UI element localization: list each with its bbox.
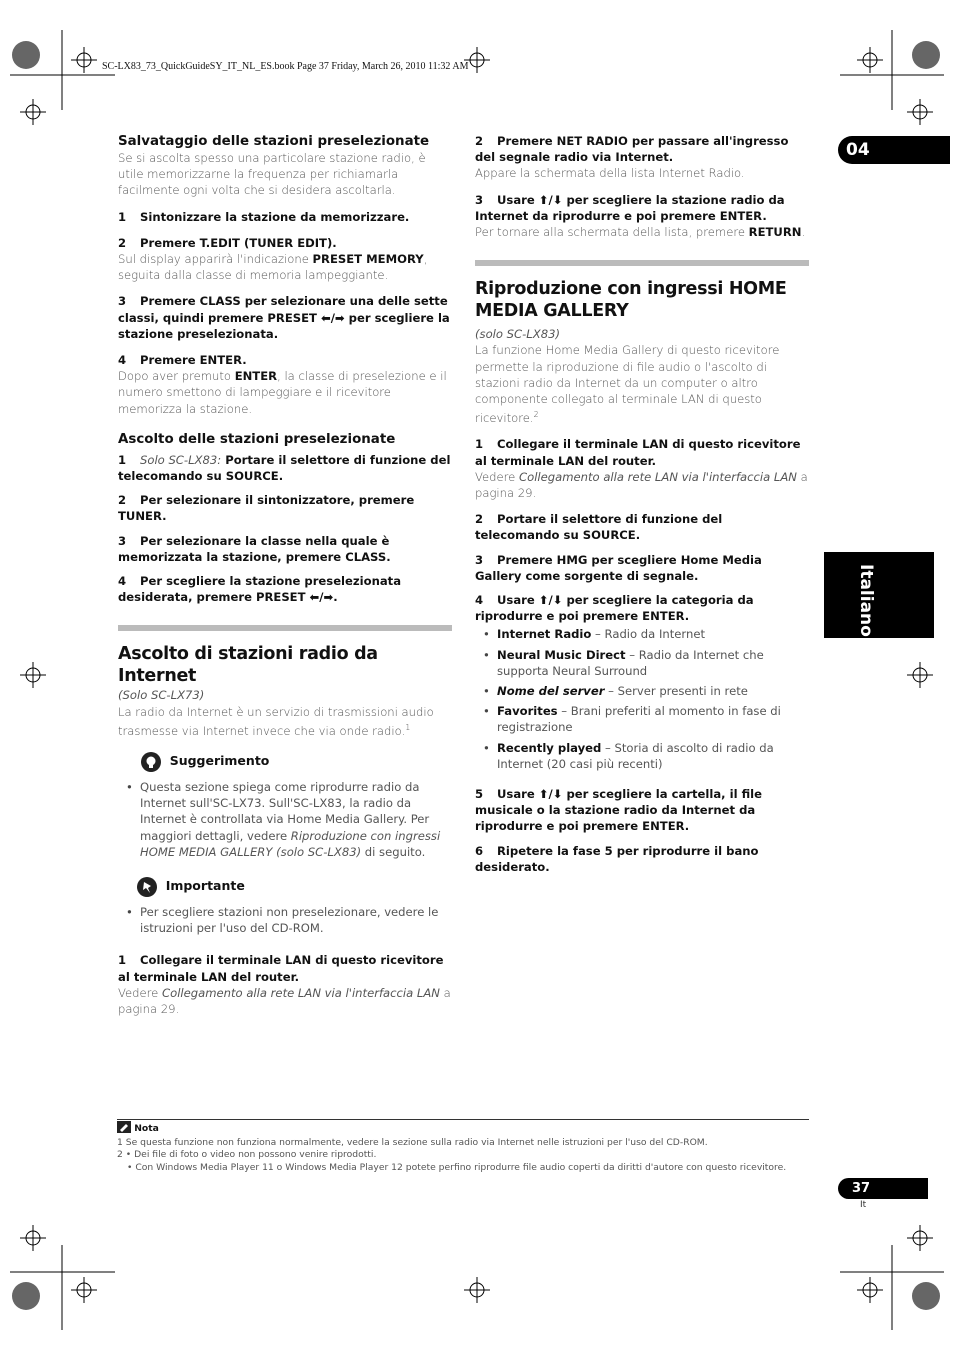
note-1: 1 Se questa funzione non funziona normalmente, vedere la sezione sulla radio via Internet nelle istruzioni per l'uso del CD-ROM. xyxy=(117,1137,708,1149)
hmg-intro: La funzione Home Media Gallery di questo ricevitore permette la riproduzione di file audio o l'ascolto di stazioni radio da Internet da un computer o altro componente collegato al terminale LAN di questo ricevitore.$^2$ xyxy=(475,343,780,426)
note-2b: • Con Windows Media Player 11 o Windows Media Player 12 potete perfino riprodurre file audio coperti da diritti d'autore con questo ricevitore. xyxy=(127,1161,787,1173)
notes-title: Nota xyxy=(134,1123,159,1134)
category-item: • Nome del server – Server presenti in rete xyxy=(483,683,748,698)
page-number: 37 xyxy=(838,1178,928,1199)
hmg-subtitle: (solo SC-LX83) xyxy=(475,327,560,342)
save-step-1: 1 Sintonizzare la stazione da memorizzare. xyxy=(118,209,410,224)
category-item: • Internet Radio – Radio da Internet xyxy=(483,627,705,642)
internet-radio-intro: La radio da Internet è un servizio di trasmissioni audio trasmesse via Internet invece che via onde radio.$^1$ xyxy=(118,704,434,738)
important-item: • Per scegliere stazioni non preselezionare, vedere le istruzioni per l'uso del CD-ROM. xyxy=(126,904,439,936)
notes xyxy=(117,1120,786,1174)
listen-step-3: 3 Per selezionare la classe nella quale è memorizzata la stazione, premere CLASS. xyxy=(118,533,391,564)
hmg-step-1-body: Vedere Collegamento alla rete LAN via l'interfaccia LAN a pagina 29. xyxy=(475,469,808,500)
netradio-step-3: 3 Usare ⬆/⬇ per scegliere la stazione radio da Internet da riprodurre e poi premere ENTER. xyxy=(475,192,785,223)
internet-step-1-body: Vedere Collegamento alla rete LAN via l'interfaccia LAN a pagina 29. xyxy=(118,985,451,1016)
language-tab xyxy=(824,552,934,638)
category-item: • Recently played – Storia di ascolto di radio da Internet (20 casi più recenti) xyxy=(483,740,774,771)
hmg-step-2: 2 Portare il selettore di funzione del telecomando su SOURCE. xyxy=(475,512,723,543)
save-step-3: 3 Premere CLASS per selezionare una delle sette classi, quindi premere PRESET ⬅/➡ per scegliere la stazione preselezionata. xyxy=(118,294,450,341)
netradio-step-2: 2 Premere NET RADIO per passare all'ingresso del segnale radio via Internet. xyxy=(475,134,789,165)
hmg-step-5: 5 Usare ⬆/⬇ per scegliere la cartella, il file musicale o la stazione radio da Internet da riprodurre e poi premere ENTER. xyxy=(475,786,763,834)
save-step-4-body: Dopo aver premuto ENTER, la classe di preselezione e il numero smettono di lampeggiare e il ricevitore memorizza la stazione. xyxy=(118,369,447,416)
tip-heading: Suggerimento xyxy=(140,751,452,773)
netradio-step-3-body: Per tornare alla schermata della lista, premere RETURN. xyxy=(475,225,806,240)
chapter-tab: 04 xyxy=(838,136,950,164)
left-column xyxy=(118,133,452,1017)
right-column xyxy=(475,133,809,875)
listen-step-1: 1 Solo SC-LX83: Portare il selettore di funzione del telecomando su SOURCE. xyxy=(118,452,451,484)
warning-icon xyxy=(136,876,158,898)
hmg-step-4: 4 Usare ⬆/⬇ per scegliere la categoria da riprodurre e poi premere ENTER. xyxy=(475,592,754,624)
category-item: • Neural Music Direct – Radio da Internet che supporta Neural Surround xyxy=(483,647,764,678)
file-header: SC-LX83_73_QuickGuideSY_IT_NL_ES.book Page 37 Friday, March 26, 2010 11:32 AM xyxy=(102,61,469,72)
tip-item: • Questa sezione spiega come riprodurre radio da Internet sull'SC-LX73. Sull'SC-LX83, la radio da Internet è controllata via Home Media Gallery. Per maggiori dettagli, vedere Riproduzione con ingressi HOME MEDIA GALLERY (solo SC-LX83) di seguito. xyxy=(126,779,441,859)
pencil-icon xyxy=(117,1121,131,1133)
heading-internet-radio: Ascolto di stazioni radio da Internet xyxy=(118,644,378,687)
page-language: It xyxy=(860,1200,867,1210)
section-rule xyxy=(118,625,452,631)
save-step-2-body: Sul display apparirà l'indicazione PRESET MEMORY, seguita dalla classe di memoria lampeggiante. xyxy=(118,252,428,283)
category-item: • Favorites – Brani preferiti al momento in fase di registrazione xyxy=(483,704,781,735)
heading-home-media-gallery: Riproduzione con ingressi HOME MEDIA GALLERY xyxy=(475,279,787,322)
netradio-step-2-body: Appare la schermata della lista Internet Radio. xyxy=(475,166,745,181)
save-presets-intro: Se si ascolta spesso una particolare stazione radio, è utile memorizzarne la frequenza per richiamarla facilmente ogni volta che si desidera ascoltarla. xyxy=(118,151,426,198)
hmg-step-6: 6 Ripetere la fase 5 per riprodurre il bano desiderato. xyxy=(475,843,759,874)
listen-step-4: 4 Per scegliere la stazione preselezionata desiderata, premere PRESET ⬅/➡. xyxy=(118,574,402,605)
section-rule xyxy=(475,260,809,266)
language-label: Italiano xyxy=(856,564,876,637)
lightbulb-icon xyxy=(140,751,162,773)
save-step-4: 4 Premere ENTER. xyxy=(118,353,247,368)
section-title-save-presets: Salvataggio delle stazioni preselezionate xyxy=(118,134,430,149)
internet-step-1: 1 Collegare il terminale LAN di questo ricevitore al terminale LAN del router. xyxy=(118,953,444,984)
important-heading: Importante xyxy=(136,876,452,898)
internet-radio-subtitle: (Solo SC-LX73) xyxy=(118,688,205,703)
note-2a: 2 • Dei file di foto o video non possono venire riprodotti. xyxy=(117,1149,377,1161)
hmg-step-3: 3 Premere HMG per scegliere Home Media Gallery come sorgente di segnale. xyxy=(475,552,762,583)
listen-step-2: 2 Per selezionare il sintonizzatore, premere TUNER. xyxy=(118,493,415,524)
section-title-listen-presets: Ascolto delle stazioni preselezionate xyxy=(118,431,396,447)
category-list xyxy=(475,626,809,772)
hmg-step-1: 1 Collegare il terminale LAN di questo ricevitore al terminale LAN del router. xyxy=(475,437,801,468)
save-step-2: 2 Premere T.EDIT (TUNER EDIT). xyxy=(118,235,337,250)
